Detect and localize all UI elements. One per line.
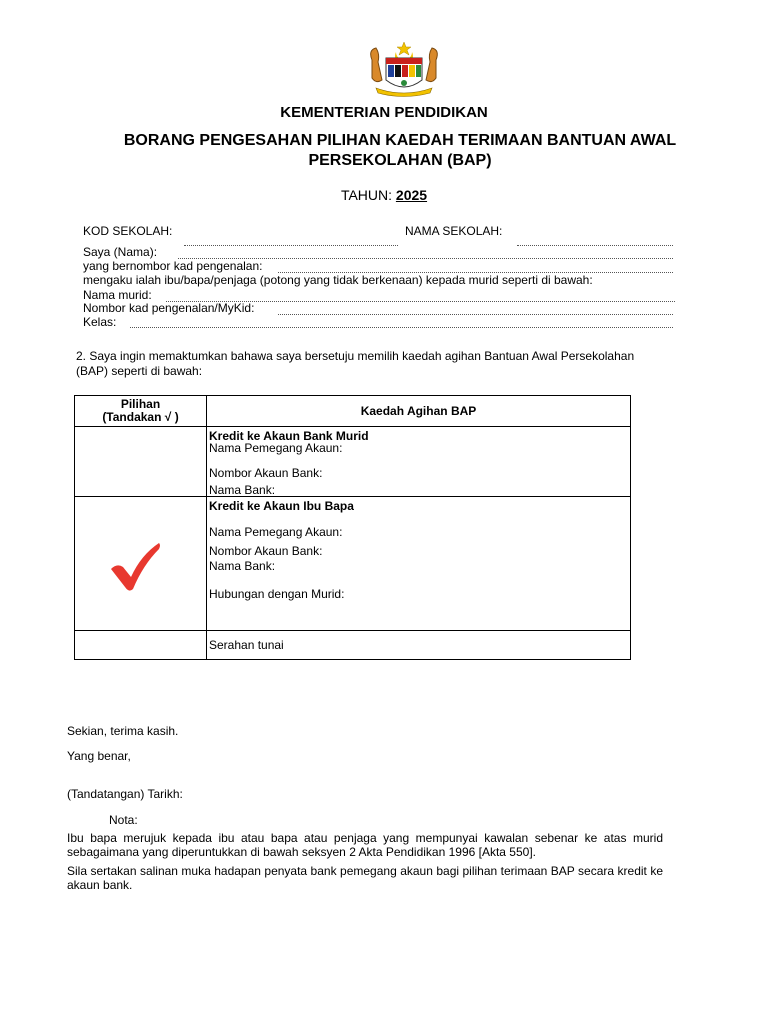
option-1-holder-label: Nama Pemegang Akaun: [209,441,343,455]
bap-method-table [74,395,631,660]
school-code-line[interactable] [184,245,398,246]
ic-number-label: yang bernombor kad pengenalan: [83,259,263,273]
year-label: TAHUN: [340,187,393,203]
note-2: Sila sertakan salinan muka hadapan penyata bank pemegang akaun bagi pilihan terimaan BAP secara kredit ke akaun bank. [67,864,663,892]
table-header-row [75,396,631,427]
school-name-line[interactable] [517,245,673,246]
student-id-line[interactable] [278,314,673,315]
option-2-bank-label: Nama Bank: [209,559,276,573]
option-1-account-label: Nombor Akaun Bank: [209,466,323,480]
table-row-option-1 [75,427,631,497]
choice-cell-option-1[interactable] [75,427,207,497]
option-1-bank-label: Nama Bank: [209,483,276,497]
option-2-relation-label: Hubungan dengan Murid: [209,587,345,601]
year-value: 2025 [395,187,428,203]
checkmark-icon [109,541,163,593]
class-label: Kelas: [83,315,117,329]
school-code-label: KOD SEKOLAH: [83,224,173,238]
declaration-text: mengaku ialah ibu/bapa/penjaga (potong yang tidak berkenaan) kepada murid seperti di bawah: [83,273,593,287]
closing-yang-benar: Yang benar, [67,749,131,763]
table-row-option-3 [75,631,631,660]
option-2-account-label: Nombor Akaun Bank: [209,544,323,558]
school-name-label: NAMA SEKOLAH: [405,224,503,238]
class-line[interactable] [130,327,673,328]
choice-header-label: Pilihan [120,397,161,411]
option-3-title: Serahan tunai [209,638,284,652]
method-cell-option-1 [207,427,631,497]
student-name-label: Nama murid: [83,288,152,302]
option-1-title: Kredit ke Akaun Bank Murid [209,429,369,443]
ministry-heading: KEMENTERIAN PENDIDIKAN [280,104,488,121]
choice-header-cell [75,396,207,427]
form-title: BORANG PENGESAHAN PILIHAN KAEDAH TERIMAAN BANTUAN AWAL PERSEKOLAHAN (BAP) [123,132,677,169]
method-cell-option-3 [207,631,631,660]
parent-name-label: Saya (Nama): [83,245,158,259]
coat-of-arms-crest [366,40,442,98]
agreement-paragraph: 2. Saya ingin memaktumkan bahawa saya bersetuju memilih kaedah agihan Bantuan Awal Persekolahan (BAP) seperti di bawah: [76,349,635,378]
choice-cell-option-3[interactable] [75,631,207,660]
option-2-title: Kredit ke Akaun Ibu Bapa [209,499,354,513]
note-1: Ibu bapa merujuk kepada ibu atau bapa atau penjaga yang mempunyai kawalan sebenar ke atas murid sebagaimana yang diperuntukkan di bawah seksyen 2 Akta Pendidikan 1996 [Akta 550]. [67,831,663,859]
method-cell-option-2 [207,497,631,631]
method-header-label: Kaedah Agihan BAP [360,404,477,418]
year-line [0,187,768,203]
notes-label: Nota: [109,813,138,827]
method-header-cell [207,396,631,427]
choice-header-instruction: (Tandakan √ ) [102,410,179,424]
signature-date-label: (Tandatangan) Tarikh: [67,787,183,801]
closing-thanks: Sekian, terima kasih. [67,724,179,738]
option-2-holder-label: Nama Pemegang Akaun: [209,525,343,539]
table-row-option-2 [75,497,631,631]
student-id-label: Nombor kad pengenalan/MyKid: [83,301,255,315]
choice-cell-option-2[interactable] [75,497,207,631]
